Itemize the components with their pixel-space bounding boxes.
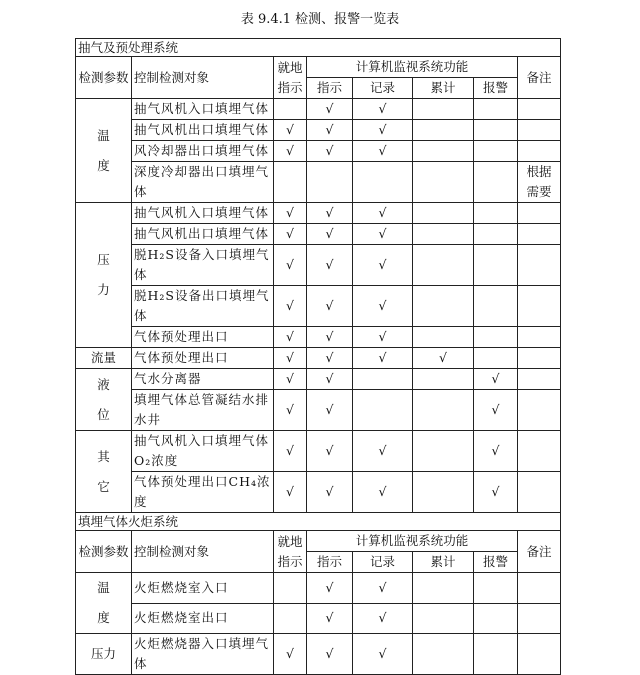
- target-cell: 抽气风机出口填埋气体: [132, 120, 274, 141]
- alarm-cell: [474, 327, 518, 348]
- table-row: [76, 245, 561, 286]
- alarm-cell: √: [474, 431, 518, 472]
- note-cell: [518, 162, 561, 203]
- param-cell-text: 温度: [97, 580, 110, 625]
- param-cell: 流量: [76, 348, 132, 369]
- note-cell: [518, 286, 561, 327]
- accumulate-cell: [413, 203, 474, 224]
- indicate-cell: √: [307, 472, 353, 513]
- record-cell: √: [353, 634, 413, 675]
- section-title-row: [76, 513, 561, 531]
- monitoring-alarm-table-wrapper: [75, 38, 561, 675]
- note-cell: [518, 245, 561, 286]
- accumulate-cell: [413, 286, 474, 327]
- param-cell-text: 液位: [97, 376, 110, 422]
- record-cell: √: [353, 120, 413, 141]
- header-alarm: 报警: [474, 78, 518, 99]
- header-target: 控制检测对象: [132, 57, 274, 99]
- target-cell: 火炬燃烧室出口: [132, 603, 274, 634]
- section-title: 抽气及预处理系统: [76, 39, 561, 57]
- note-cell: [518, 203, 561, 224]
- local-indicate-cell: √: [274, 203, 307, 224]
- local-indicate-cell: [274, 603, 307, 634]
- local-indicate-cell: √: [274, 472, 307, 513]
- target-cell: 抽气风机入口填埋气体: [132, 203, 274, 224]
- table-row: [76, 286, 561, 327]
- header-accumulate: 累计: [413, 78, 474, 99]
- accumulate-cell: [413, 162, 474, 203]
- accumulate-cell: [413, 369, 474, 390]
- note-cell-text: 根据需要: [526, 164, 552, 199]
- target-cell: 深度冷却器出口填埋气体: [132, 162, 274, 203]
- param-cell-text: 温度: [97, 127, 110, 173]
- record-cell: √: [353, 141, 413, 162]
- note-cell: [518, 99, 561, 120]
- section-title: 填埋气体火炬系统: [76, 513, 561, 531]
- target-cell: 气体预处理出口: [132, 348, 274, 369]
- alarm-cell: [474, 286, 518, 327]
- target-cell: 火炬燃烧器入口填埋气体: [132, 634, 274, 675]
- record-cell: [353, 369, 413, 390]
- table-row: [76, 472, 561, 513]
- indicate-cell: √: [307, 141, 353, 162]
- record-cell: √: [353, 431, 413, 472]
- table-row: [76, 369, 561, 390]
- alarm-cell: [474, 120, 518, 141]
- table-row: [76, 348, 561, 369]
- table-row: [76, 224, 561, 245]
- local-indicate-cell: [274, 162, 307, 203]
- param-cell-text: 压力: [97, 252, 110, 297]
- header-computer-functions: 计算机监视系统功能: [307, 57, 518, 78]
- local-indicate-cell: √: [274, 327, 307, 348]
- accumulate-cell: √: [413, 348, 474, 369]
- target-cell: 填埋气体总管凝结水排水井: [132, 390, 274, 431]
- param-cell: [76, 369, 132, 431]
- indicate-cell: √: [307, 634, 353, 675]
- target-cell: 抽气风机入口填埋气体: [132, 99, 274, 120]
- indicate-cell: √: [307, 286, 353, 327]
- record-cell: √: [353, 327, 413, 348]
- record-cell: √: [353, 224, 413, 245]
- table-row: [76, 431, 561, 472]
- indicate-cell: √: [307, 327, 353, 348]
- header-target: 控制检测对象: [132, 531, 274, 573]
- note-cell: [518, 327, 561, 348]
- alarm-cell: [474, 224, 518, 245]
- record-cell: √: [353, 603, 413, 634]
- accumulate-cell: [413, 120, 474, 141]
- table-row: [76, 203, 561, 224]
- header-row: [76, 531, 561, 552]
- record-cell: √: [353, 348, 413, 369]
- table-row: [76, 390, 561, 431]
- table-caption: 表 9.4.1 检测、报警一览表: [240, 12, 400, 27]
- param-cell-text: 其它: [97, 448, 110, 494]
- indicate-cell: [307, 162, 353, 203]
- header-computer-functions: 计算机监视系统功能: [307, 531, 518, 552]
- local-indicate-cell: √: [274, 245, 307, 286]
- record-cell: [353, 162, 413, 203]
- header-local-indicate: 就地指示: [274, 531, 307, 573]
- section-title-row: [76, 39, 561, 57]
- accumulate-cell: [413, 224, 474, 245]
- alarm-cell: [474, 603, 518, 634]
- indicate-cell: √: [307, 224, 353, 245]
- indicate-cell: √: [307, 573, 353, 604]
- table-row: [76, 99, 561, 120]
- table-row: [76, 327, 561, 348]
- note-cell: [518, 634, 561, 675]
- local-indicate-cell: [274, 99, 307, 120]
- indicate-cell: √: [307, 245, 353, 286]
- accumulate-cell: [413, 99, 474, 120]
- table-row: [76, 162, 561, 203]
- alarm-cell: [474, 634, 518, 675]
- note-cell: [518, 390, 561, 431]
- local-indicate-cell: √: [274, 390, 307, 431]
- header-accumulate: 累计: [413, 552, 474, 573]
- local-indicate-cell: √: [274, 431, 307, 472]
- local-indicate-cell: √: [274, 348, 307, 369]
- target-cell: 风冷却器出口填埋气体: [132, 141, 274, 162]
- record-cell: [353, 390, 413, 431]
- target-cell: 火炬燃烧室入口: [132, 573, 274, 604]
- indicate-cell: √: [307, 120, 353, 141]
- table-row: [76, 141, 561, 162]
- target-cell: 气体预处理出口: [132, 327, 274, 348]
- local-indicate-cell: √: [274, 224, 307, 245]
- record-cell: √: [353, 203, 413, 224]
- accumulate-cell: [413, 327, 474, 348]
- alarm-cell: √: [474, 472, 518, 513]
- header-indicate: 指示: [307, 552, 353, 573]
- alarm-cell: [474, 573, 518, 604]
- target-cell: 气体预处理出口CH₄浓度: [132, 472, 274, 513]
- param-cell: 压力: [76, 634, 132, 675]
- alarm-cell: [474, 348, 518, 369]
- note-cell: [518, 573, 561, 604]
- target-cell: 气水分离器: [132, 369, 274, 390]
- record-cell: √: [353, 286, 413, 327]
- indicate-cell: √: [307, 431, 353, 472]
- header-alarm: 报警: [474, 552, 518, 573]
- accumulate-cell: [413, 431, 474, 472]
- header-note: 备注: [518, 57, 561, 99]
- table-row: [76, 573, 561, 604]
- header-indicate: 指示: [307, 78, 353, 99]
- target-cell: 脱H₂S设备入口填埋气体: [132, 245, 274, 286]
- indicate-cell: √: [307, 99, 353, 120]
- param-cell: [76, 573, 132, 634]
- table-row: [76, 120, 561, 141]
- table-row: [76, 603, 561, 634]
- table-row: [76, 634, 561, 675]
- accumulate-cell: [413, 141, 474, 162]
- local-indicate-cell: √: [274, 369, 307, 390]
- alarm-cell: √: [474, 390, 518, 431]
- target-cell: 脱H₂S设备出口填埋气体: [132, 286, 274, 327]
- indicate-cell: √: [307, 369, 353, 390]
- accumulate-cell: [413, 390, 474, 431]
- indicate-cell: √: [307, 203, 353, 224]
- param-cell: [76, 431, 132, 513]
- accumulate-cell: [413, 603, 474, 634]
- alarm-cell: [474, 141, 518, 162]
- accumulate-cell: [413, 472, 474, 513]
- note-cell: [518, 141, 561, 162]
- note-cell: [518, 431, 561, 472]
- header-row: [76, 57, 561, 78]
- note-cell: [518, 120, 561, 141]
- header-local-indicate: 就地指示: [274, 57, 307, 99]
- record-cell: √: [353, 99, 413, 120]
- accumulate-cell: [413, 634, 474, 675]
- target-cell: 抽气风机出口填埋气体: [132, 224, 274, 245]
- alarm-cell: [474, 245, 518, 286]
- header-note: 备注: [518, 531, 561, 573]
- local-indicate-cell: √: [274, 286, 307, 327]
- header-param: 检测参数: [76, 57, 132, 99]
- header-record: 记录: [353, 78, 413, 99]
- param-cell: [76, 99, 132, 203]
- indicate-cell: √: [307, 603, 353, 634]
- param-cell: [76, 203, 132, 348]
- local-indicate-cell: √: [274, 634, 307, 675]
- alarm-cell: [474, 99, 518, 120]
- accumulate-cell: [413, 573, 474, 604]
- alarm-cell: √: [474, 369, 518, 390]
- header-record: 记录: [353, 552, 413, 573]
- alarm-cell: [474, 203, 518, 224]
- alarm-cell: [474, 162, 518, 203]
- record-cell: √: [353, 472, 413, 513]
- accumulate-cell: [413, 245, 474, 286]
- indicate-cell: √: [307, 390, 353, 431]
- note-cell: [518, 472, 561, 513]
- local-indicate-cell: [274, 573, 307, 604]
- indicate-cell: √: [307, 348, 353, 369]
- record-cell: √: [353, 245, 413, 286]
- note-cell: [518, 369, 561, 390]
- header-param: 检测参数: [76, 531, 132, 573]
- monitoring-alarm-table: [75, 38, 561, 675]
- note-cell: [518, 348, 561, 369]
- note-cell: [518, 603, 561, 634]
- target-cell: 抽气风机入口填埋气体O₂浓度: [132, 431, 274, 472]
- note-cell: [518, 224, 561, 245]
- record-cell: √: [353, 573, 413, 604]
- local-indicate-cell: √: [274, 141, 307, 162]
- local-indicate-cell: √: [274, 120, 307, 141]
